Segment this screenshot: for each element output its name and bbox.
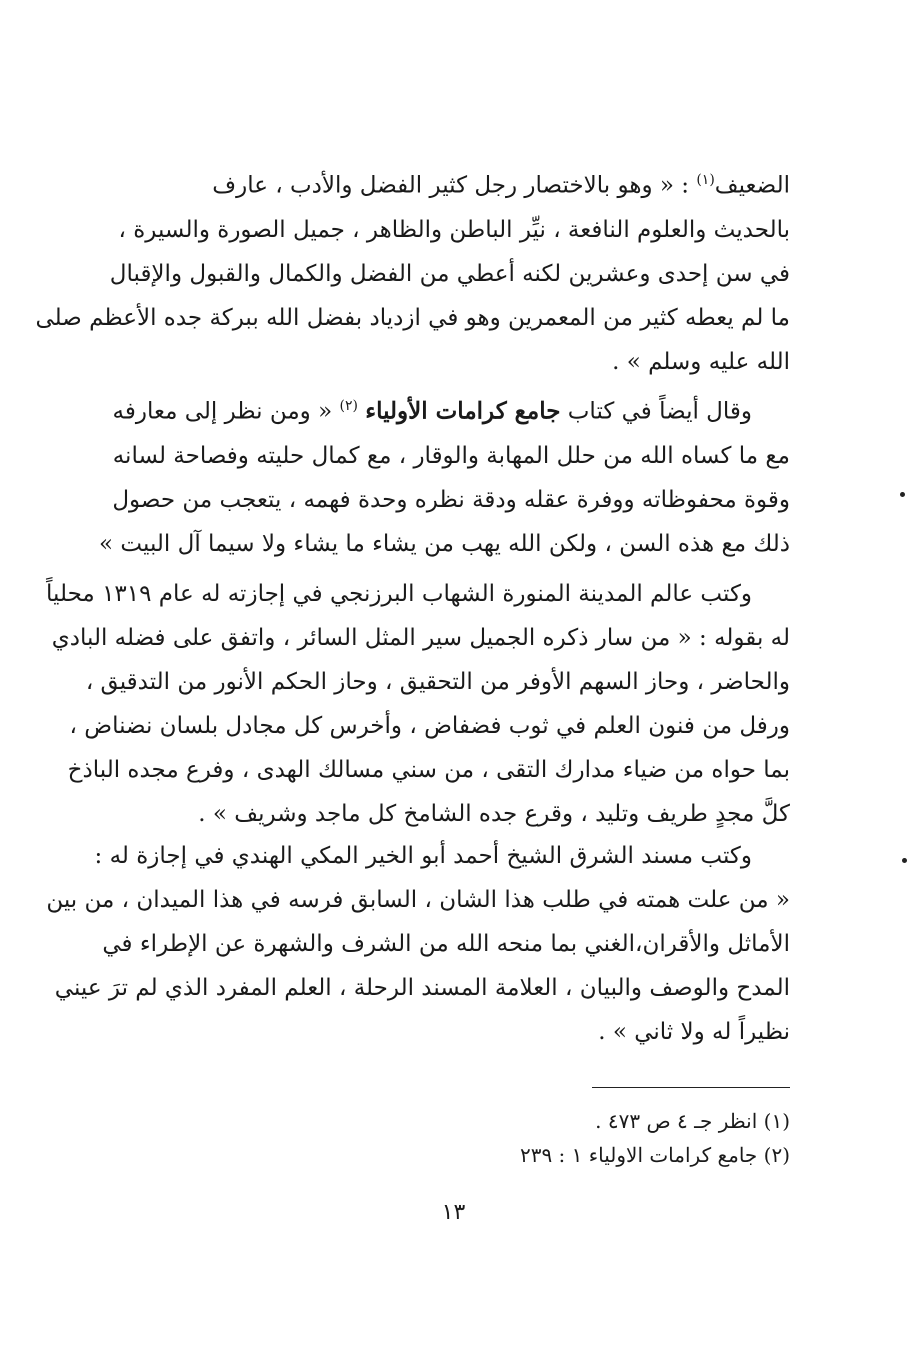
paragraph-line: له بقوله : « من سار ذكره الجميل سير المثل السائر ، واتفق على فضله البادي xyxy=(51,625,790,651)
paragraph-3 xyxy=(46,572,790,836)
margin-mark xyxy=(900,492,905,497)
paragraph-1 xyxy=(35,158,790,384)
footnote-ref-1: (١) xyxy=(696,172,715,188)
text-fragment: : « وهو بالاختصار رجل كثير الفضل والأدب ، عارف xyxy=(212,172,697,199)
paragraph-line: الأماثل والأقران،الغني بما منحه الله من الشرف والشهرة عن الإطراء في xyxy=(102,931,790,957)
paragraph-line xyxy=(100,158,790,208)
paragraph-line: في سن إحدى وعشرين لكنه أعطي من الفضل والكمال والقبول والإقبال xyxy=(109,260,790,287)
paragraph-line xyxy=(100,384,790,434)
paragraph-line: المدح والوصف والبيان ، العلامة المسند الرحلة ، العلم المفرد الذي لم ترَ عيني xyxy=(54,975,790,1001)
footnotes xyxy=(390,1104,790,1172)
paragraph-line: نظيراً له ولا ثاني » . xyxy=(598,1019,790,1045)
text-fragment: وقال أيضاً في كتاب xyxy=(560,398,752,425)
margin-mark xyxy=(902,858,907,863)
paragraph-line: بالحديث والعلوم النافعة ، نيِّر الباطن والظاهر ، جميل الصورة والسيرة ، xyxy=(118,216,790,243)
footnote-ref-2: (٢) xyxy=(339,398,358,414)
text-fragment: « ومن نظر إلى معارفه xyxy=(112,398,340,425)
paragraph-line: ورفل من فنون العلم في ثوب فضفاض ، وأخرس كل مجادل بلسان نضناض ، xyxy=(69,713,790,739)
text-fragment: الضعيف xyxy=(714,172,790,199)
page-number: ١٣ xyxy=(441,1200,466,1225)
paragraph-line: ما لم يعطه كثير من المعمرين وهو في ازدياد بفضل الله ببركة جده الأعظم صلى xyxy=(35,304,790,331)
footnote-2: (٢) جامع كرامات الاولياء ١ : ٢٣٩ xyxy=(519,1143,790,1167)
book-title: جامع كرامات الأولياء xyxy=(365,397,561,425)
paragraph-line: والحاضر ، وحاز السهم الأوفر من التحقيق ، وحاز الحكم الأنور من التدقيق ، xyxy=(85,669,790,695)
footnote-1: (١) انظر جـ ٤ ص ٤٧٣ . xyxy=(595,1109,790,1133)
paragraph-line: وكتب عالم المدينة المنورة الشهاب البرزنجي في إجازته له عام ١٣١٩ محلياً xyxy=(46,581,752,607)
footnote-divider xyxy=(592,1087,790,1088)
paragraph-line: وقوة محفوظاته ووفرة عقله ودقة نظره وحدة فهمه ، يتعجب من حصول xyxy=(112,486,790,513)
paragraph-line: بما حواه من ضياء مدارك التقى ، من سني مسالك الهدى ، وفرع مجده الباذخ xyxy=(67,757,790,783)
paragraph-2 xyxy=(100,384,790,566)
paragraph-line: الله عليه وسلم » . xyxy=(612,348,790,375)
paragraph-4 xyxy=(46,834,790,1054)
paragraph-line: مع ما كساه الله من حلل المهابة والوقار ، مع كمال حليته وفصاحة لسانه xyxy=(112,442,790,469)
paragraph-line: كلَّ مجدٍ طريف وتليد ، وقرع جده الشامخ كل ماجد وشريف » . xyxy=(198,801,790,827)
paragraph-line: ذلك مع هذه السن ، ولكن الله يهب من يشاء ما يشاء ولا سيما آل البيت » xyxy=(99,530,790,557)
paragraph-line: وكتب مسند الشرق الشيخ أحمد أبو الخير المكي الهندي في إجازة له : xyxy=(94,843,752,869)
paragraph-line: « من علت همته في طلب هذا الشان ، السابق فرسه في هذا الميدان ، من بين xyxy=(46,887,790,913)
